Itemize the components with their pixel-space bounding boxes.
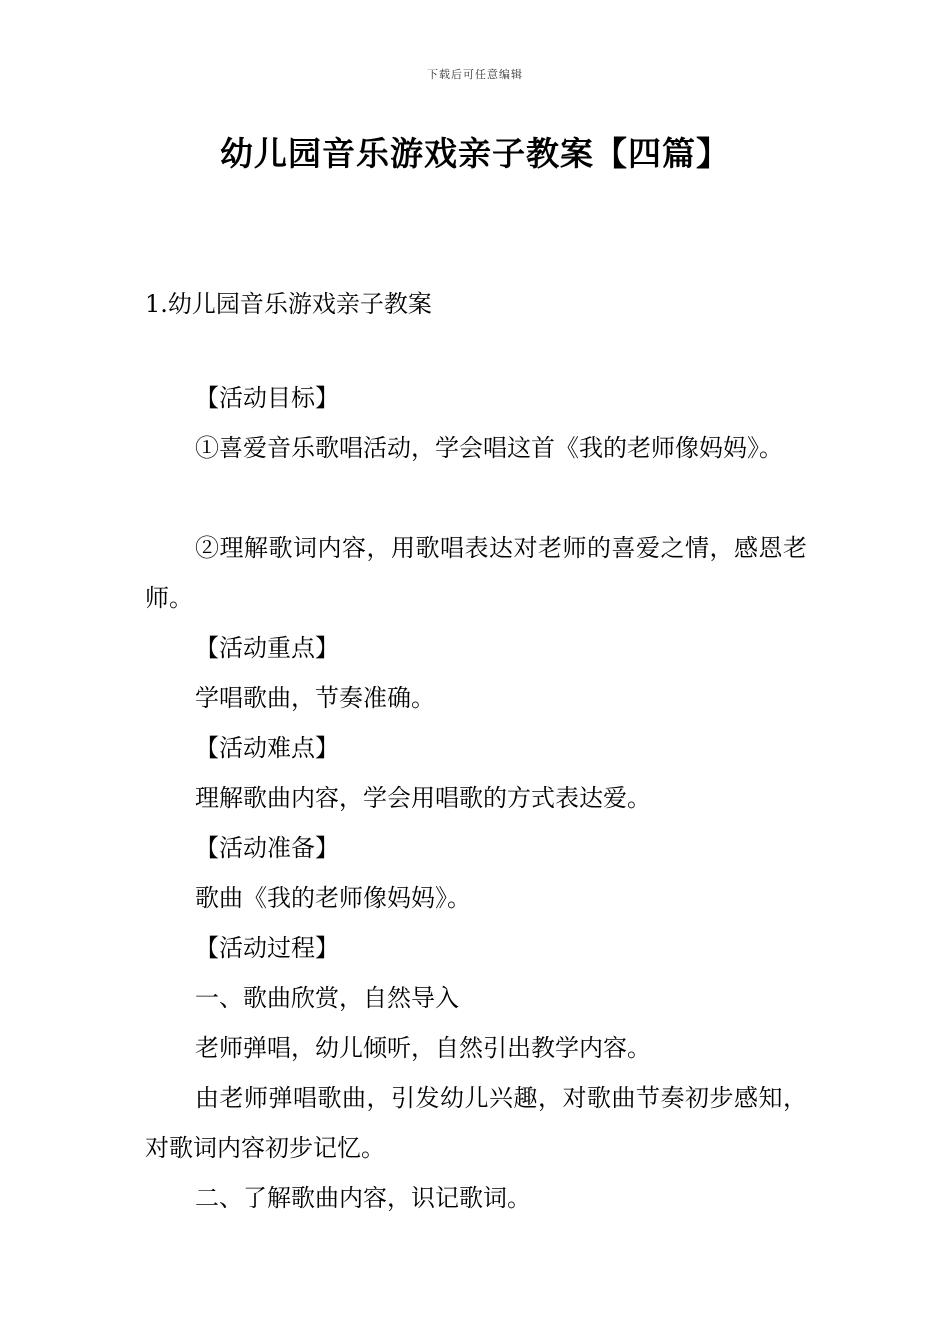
heading-activity-preparation: 【活动准备】 <box>195 834 339 862</box>
process-step-1-detail: 由老师弹唱歌曲，引发幼儿兴趣，对歌曲节奏初步感知，对歌词内容初步记忆。 <box>145 1084 807 1162</box>
goal-item-1: ①喜爱音乐歌唱活动，学会唱这首《我的老师像妈妈》。 <box>195 434 783 462</box>
process-step-1: 一、歌曲欣赏，自然导入 <box>195 984 459 1012</box>
heading-activity-difficulty: 【活动难点】 <box>195 734 339 762</box>
process-step-1-text: 老师弹唱，幼儿倾听，自然引出教学内容。 <box>195 1034 651 1062</box>
goal-item-2: ②理解歌词内容，用歌唱表达对老师的喜爱之情，感恩老师。 <box>145 534 807 612</box>
difficulty-text: 理解歌曲内容，学会用唱歌的方式表达爱。 <box>195 784 651 812</box>
heading-activity-focus: 【活动重点】 <box>195 634 339 662</box>
preparation-text: 歌曲《我的老师像妈妈》。 <box>195 884 471 912</box>
process-step-2: 二、了解歌曲内容，识记歌词。 <box>195 1184 531 1212</box>
header-note: 下载后可任意编辑 <box>427 68 523 81</box>
focus-text: 学唱歌曲，节奏准确。 <box>195 684 435 712</box>
heading-activity-goals: 【活动目标】 <box>195 384 339 412</box>
document-title: 幼儿园音乐游戏亲子教案【四篇】 <box>220 134 730 173</box>
section-heading: 1.幼儿园音乐游戏亲子教案 <box>145 290 432 318</box>
heading-activity-process: 【活动过程】 <box>195 934 339 962</box>
